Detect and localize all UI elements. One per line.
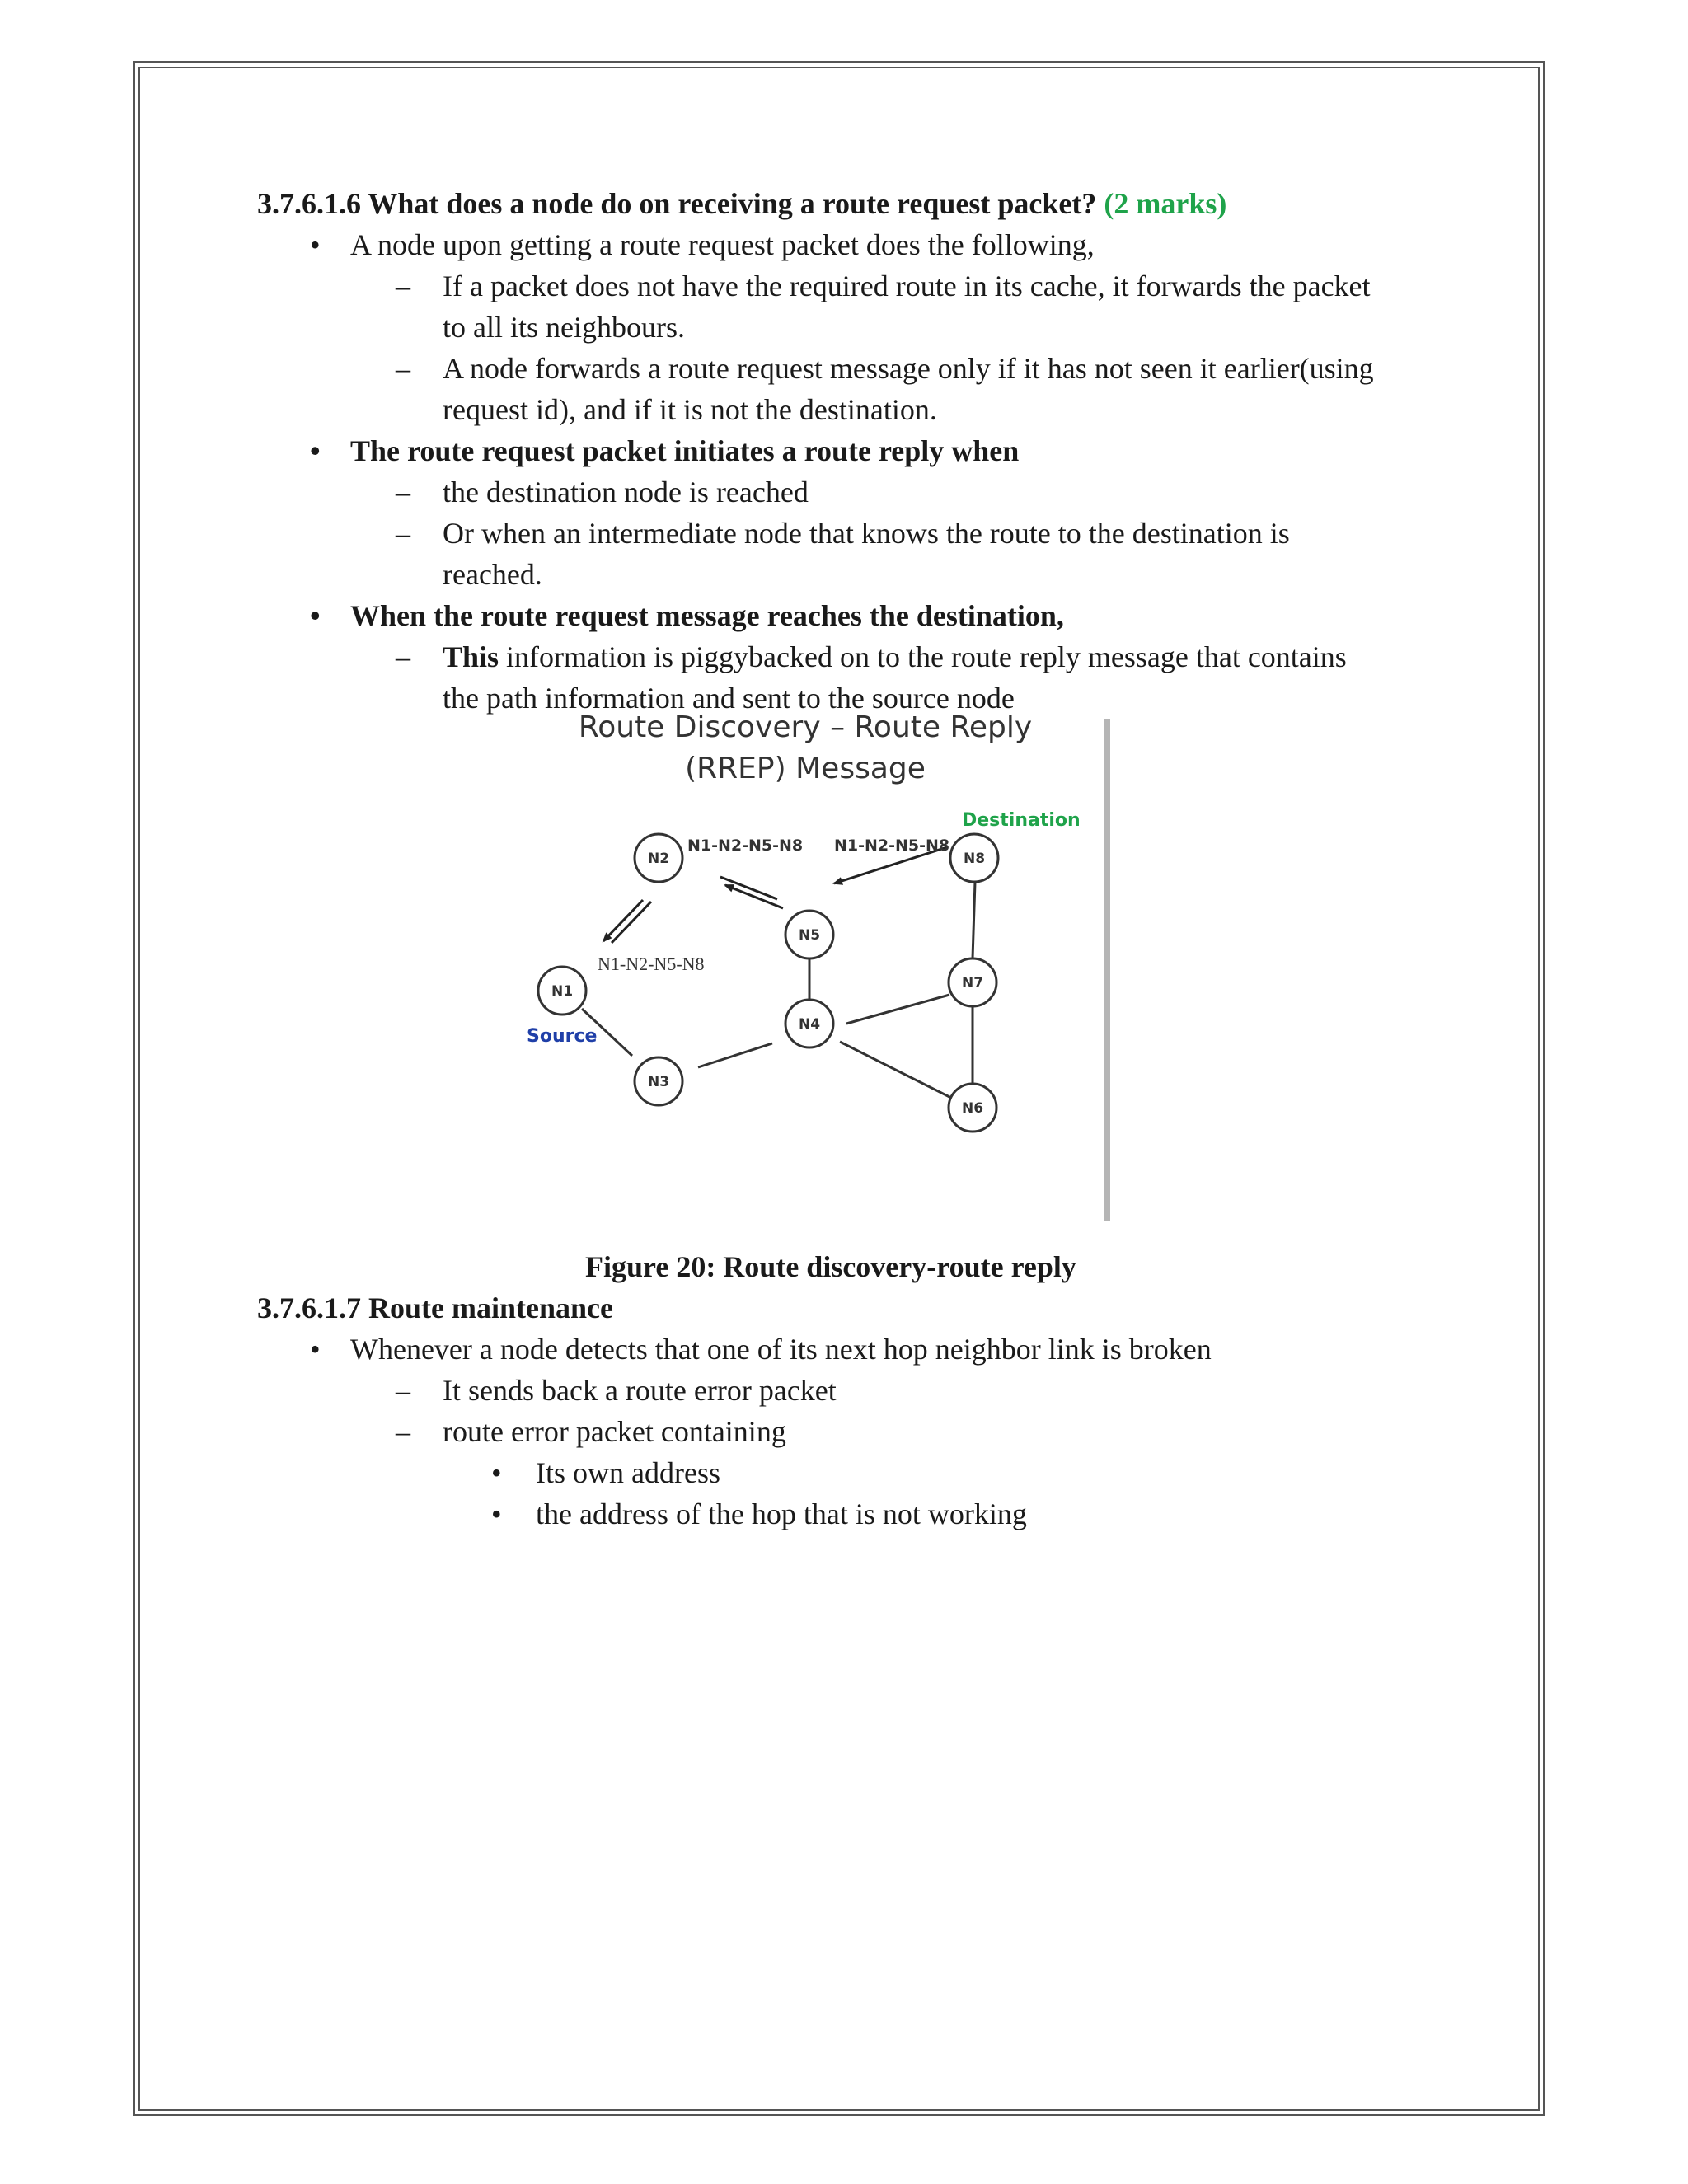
section-heading-route-maintenance: 3.7.6.1.7 Route maintenance (257, 1291, 613, 1324)
figure-side-bar (1104, 719, 1110, 1221)
path-label-n1-n2: N1-N2-N5-N8 (598, 954, 705, 974)
node-label-n5: N5 (798, 927, 821, 944)
dash-item-continuation (257, 554, 1452, 595)
dash-text: Or when an intermediate node that knows the route to the destination is (443, 517, 1290, 550)
route-reply-diagram (480, 702, 1123, 1230)
marks-badge: (2 marks) (1104, 187, 1227, 220)
dash-item (257, 513, 1452, 554)
dash-item (257, 265, 1452, 307)
dash-marker: – (396, 476, 410, 509)
destination-label: Destination (962, 810, 1081, 831)
bullet-item (257, 1329, 1452, 1370)
dash-marker: – (396, 1374, 410, 1407)
bullet-marker: • (310, 599, 321, 632)
dash-marker: – (396, 517, 410, 550)
node-label-n8: N8 (963, 851, 986, 867)
bold-lead-word: This (443, 640, 499, 673)
dash-text: reached. (443, 558, 542, 591)
figure-route-reply (257, 710, 1452, 1246)
bullet-marker: • (310, 434, 321, 467)
bullet-marker: • (310, 1333, 321, 1366)
dash-text: the destination node is reached (443, 476, 809, 509)
edge-n3-n4 (698, 1043, 772, 1067)
dash-item-continuation (257, 389, 1452, 430)
dash-marker: – (396, 640, 410, 673)
bullet-text: When the route request message reaches the destination, (350, 599, 1064, 632)
dash-item (257, 636, 1452, 677)
bullet-item (257, 595, 1452, 636)
dash-text: the path information and sent to the source node (443, 682, 1015, 715)
figure-caption: Figure 20: Route discovery-route reply (585, 1250, 1076, 1283)
arrow-n2-to-n1 (603, 900, 643, 941)
dash-text: request id), and if it is not the destination. (443, 393, 937, 426)
edge-n4-n7 (846, 995, 950, 1024)
bullet-marker: • (491, 1456, 502, 1489)
bullet-item (257, 224, 1452, 265)
dash-text: It sends back a route error packet (443, 1374, 837, 1407)
dash-marker: – (396, 352, 410, 385)
bullet-text: The route request packet initiates a route reply when (350, 434, 1020, 467)
arrow-n2-to-n1-double (612, 902, 651, 943)
node-label-n4: N4 (798, 1016, 821, 1033)
node-label-n3: N3 (647, 1074, 670, 1090)
node-label-n2: N2 (647, 851, 670, 867)
dash-item (257, 471, 1452, 513)
dash-text: A node forwards a route request message only if it has not seen it earlier(using (443, 352, 1374, 385)
diagram-title-line1: Route Discovery – Route Reply (578, 710, 1033, 744)
sub-bullet-text: Its own address (536, 1456, 720, 1489)
node-label-n7: N7 (961, 975, 984, 991)
dash-text: If a packet does not have the required route in its cache, it forwards the packet (443, 269, 1371, 302)
dash-text: route error packet containing (443, 1415, 786, 1448)
dash-text: information is piggybacked on to the route reply message that contains (499, 640, 1347, 673)
dash-item-continuation (257, 307, 1452, 348)
bullet-marker: • (491, 1497, 502, 1530)
dash-item (257, 348, 1452, 389)
path-label-n5-n8: N1-N2-N5-N8 (834, 837, 950, 855)
sub-bullet-item (257, 1452, 1452, 1493)
source-label: Source (527, 1026, 598, 1047)
page-content (257, 183, 1452, 1535)
bullet-marker: • (310, 228, 321, 261)
edge-n8-n7 (973, 882, 975, 958)
node-label-n6: N6 (961, 1100, 984, 1117)
dash-item (257, 1370, 1452, 1411)
dash-marker: – (396, 1415, 410, 1448)
sub-bullet-text: the address of the hop that is not working (536, 1497, 1027, 1530)
section-heading-route-request (257, 183, 1452, 224)
node-label-n1: N1 (551, 983, 574, 1000)
dash-marker: – (396, 269, 410, 302)
bullet-text: A node upon getting a route request packet does the following, (350, 228, 1095, 261)
sub-bullet-item (257, 1493, 1452, 1535)
diagram-title-line2: (RREP) Message (685, 752, 926, 785)
heading-text: 3.7.6.1.6 What does a node do on receiving a route request packet? (257, 187, 1097, 220)
bullet-item (257, 430, 1452, 471)
path-label-n2-n5: N1-N2-N5-N8 (687, 837, 804, 855)
dash-text: to all its neighbours. (443, 311, 685, 344)
bullet-text: Whenever a node detects that one of its next hop neighbor link is broken (350, 1333, 1212, 1366)
edge-n4-n6 (840, 1042, 953, 1099)
arrow-n5-to-n2 (725, 885, 783, 908)
dash-item (257, 1411, 1452, 1452)
